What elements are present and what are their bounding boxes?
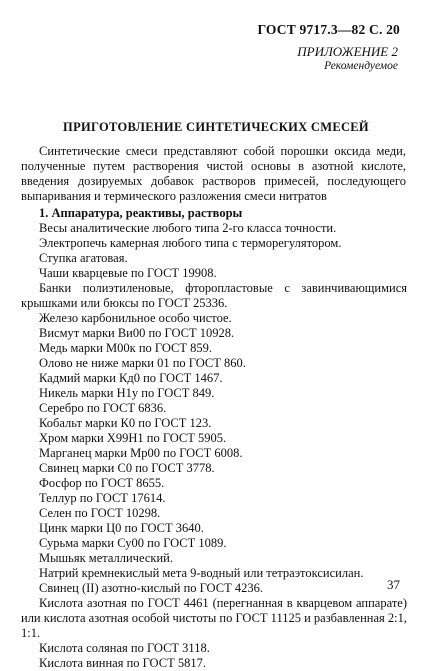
materials-list <box>21 221 407 671</box>
intro-paragraph: Синтетические смеси представляют собой порошки оксида меди, полученные путем растворения чистой основы в азотной кислоте, введения дозируемых добавок растворов примесей, последующего выпаривания и термического разложения смеси нитратов <box>21 144 406 203</box>
list-item: Весы аналитические любого типа 2-го класса точности. <box>39 221 337 235</box>
list-item: Мышьяк металлический. <box>39 551 173 565</box>
page-number: 37 <box>387 577 400 592</box>
list-item: Железо карбонильное особо чистое. <box>39 311 232 325</box>
list-item: Кислота соляная по ГОСТ 3118. <box>39 641 210 655</box>
list-item: Банки полиэтиленовые, фторопластовые с завинчивающимися крышками или бюксы по ГОСТ 25336. <box>21 281 407 310</box>
list-item: Натрий кремнекислый мета 9-водный или тетраэтоксисилан. <box>39 566 364 580</box>
list-item: Электропечь камерная любого типа с терморегулятором. <box>39 236 342 250</box>
page-header: ГОСТ 9717.3—82 С. 20 <box>257 22 400 37</box>
section-heading: ПРИГОТОВЛЕНИЕ СИНТЕТИЧЕСКИХ СМЕСЕЙ <box>63 120 369 134</box>
list-item: Свинец марки С0 по ГОСТ 3778. <box>39 461 215 475</box>
appendix-label: ПРИЛОЖЕНИЕ 2 <box>297 44 398 59</box>
appendix-block <box>297 44 398 74</box>
list-item: Теллур по ГОСТ 17614. <box>39 491 166 505</box>
list-item: Серебро по ГОСТ 6836. <box>39 401 167 415</box>
list-item: Цинк марки Ц0 по ГОСТ 3640. <box>39 521 204 535</box>
list-item: Никель марки Н1у по ГОСТ 849. <box>39 386 215 400</box>
list-item: Марганец марки Мр00 по ГОСТ 6008. <box>39 446 243 460</box>
list-item: Медь марки М00к по ГОСТ 859. <box>39 341 212 355</box>
appendix-status: Рекомендуемое <box>324 60 398 72</box>
list-item: Кадмий марки Кд0 по ГОСТ 1467. <box>39 371 223 385</box>
list-item: Кислота винная по ГОСТ 5817. <box>39 656 206 670</box>
list-item: Ступка агатовая. <box>39 251 128 265</box>
list-item: Свинец (II) азотно-кислый по ГОСТ 4236. <box>39 581 263 595</box>
list-item: Кобальт марки К0 по ГОСТ 123. <box>39 416 212 430</box>
list-item: Олово не ниже марки 01 по ГОСТ 860. <box>39 356 246 370</box>
list-item: Сурьма марки Су00 по ГОСТ 1089. <box>39 536 227 550</box>
list-item: Висмут марки Ви00 по ГОСТ 10928. <box>39 326 235 340</box>
subsection-title: 1. Аппаратура, реактивы, растворы <box>39 206 243 220</box>
list-item: Фосфор по ГОСТ 8655. <box>39 476 165 490</box>
list-item: Чаши кварцевые по ГОСТ 19908. <box>39 266 217 280</box>
list-item: Кислота азотная по ГОСТ 4461 (перегнанная в кварцевом аппарате) или кислота азотная особой чистоты по ГОСТ 11125 и разбавленная 2:1, 1:1. <box>21 596 407 640</box>
list-item: Хром марки Х99Н1 по ГОСТ 5905. <box>39 431 227 445</box>
list-item: Селен по ГОСТ 10298. <box>39 506 161 520</box>
